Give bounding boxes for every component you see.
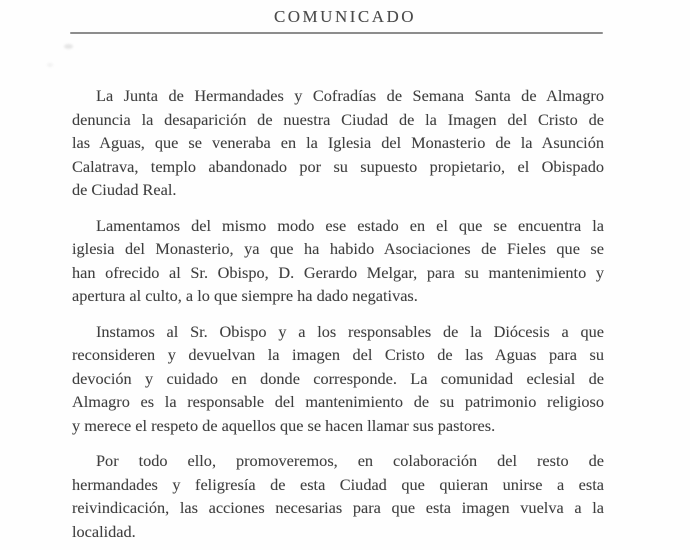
scan-smudge <box>64 44 73 49</box>
text-line: Almagro es la responsable del mantenimiento de su patrimonio religioso <box>72 392 604 411</box>
paragraph <box>72 449 604 543</box>
text-line: de Ciudad Real. <box>72 180 177 199</box>
text-line: iglesia del Monasterio, ya que ha habido Asociaciones de Fieles que se <box>72 239 604 258</box>
paragraph <box>72 214 604 308</box>
title-underline-rule <box>70 32 603 34</box>
document-title: COMUNICADO <box>273 7 417 26</box>
text-line: y merece el respeto de aquellos que se hacen llamar sus pastores. <box>72 415 496 435</box>
text-line: han ofrecido al Sr. Obispo, D. Gerardo Melgar, para su mantenimiento y <box>72 262 604 282</box>
scan-smudge <box>47 63 53 67</box>
paragraph <box>72 320 604 438</box>
text-line: Calatrava, templo abandonado por su supuesto propietario, el Obispado <box>72 156 604 176</box>
text-line: La Junta de Hermandades y Cofradías de Semana Santa de Almagro <box>96 86 604 105</box>
text-line: apertura al culto, a lo que siempre ha dado negativas. <box>72 286 418 305</box>
text-line: devoción y cuidado en donde corresponde. La comunidad eclesial de <box>72 368 604 388</box>
text-line: Instamos al Sr. Obispo y a los responsables de la Diócesis a que <box>96 321 604 341</box>
text-line: reconsideren y devuelvan la imagen del Cristo de las Aguas para su <box>72 345 604 364</box>
text-line: hermandades y feligresía de esta Ciudad que quieran unirse a esta <box>72 474 604 494</box>
paragraph <box>72 84 604 202</box>
text-line: las Aguas, que se veneraba en la Iglesia del Monasterio de la Asunción <box>72 133 604 152</box>
text-line: Lamentamos del mismo modo ese estado en el que se encuentra la <box>96 215 604 235</box>
text-line: reivindicación, las acciones necesarias para que esta imagen vuelva a la <box>72 498 604 517</box>
text-line: denuncia la desaparición de nuestra Ciudad de la Imagen del Cristo de <box>72 109 604 129</box>
text-line: localidad. <box>72 521 136 541</box>
text-line: Por todo ello, promoveremos, en colaboración del resto de <box>96 451 604 470</box>
document-body <box>72 84 604 550</box>
